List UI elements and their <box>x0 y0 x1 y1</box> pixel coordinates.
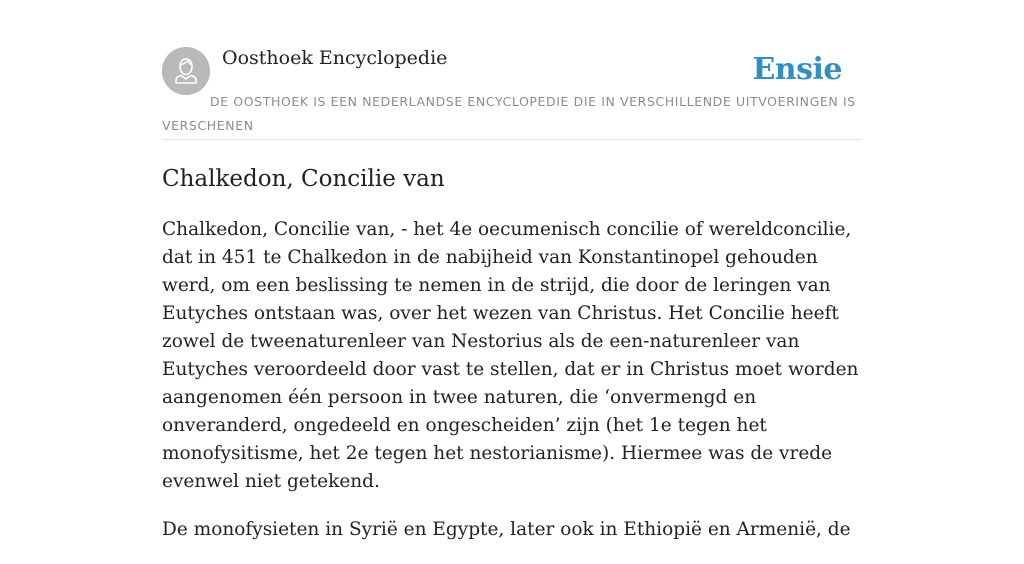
article-title: Chalkedon, Concilie van <box>162 166 445 192</box>
brand-logo[interactable]: Ensie <box>752 52 842 87</box>
source-title[interactable]: Oosthoek Encyclopedie <box>222 47 448 69</box>
source-avatar[interactable] <box>162 47 210 95</box>
source-description: DE OOSTHOEK IS EEN NEDERLANDSE ENCYCLOPEDIE DIE IN VERSCHILLENDE UITVOERINGEN IS VERSCHENEN <box>162 94 856 133</box>
article-body <box>162 216 862 564</box>
source-header <box>162 0 862 140</box>
user-silhouette-icon <box>162 47 210 95</box>
article-paragraph: Chalkedon, Concilie van, - het 4e oecumenisch concilie of wereldconcilie, dat in 451 te Chalkedon in de nabijheid van Konstantinopel gehouden werd, om een beslissing te nemen in de strijd, die door de leringen van Eutyches ontstaan was, over het wezen van Christus. Het Concilie heeft zowel de tweenaturenleer van Nestorius als de een-naturenleer van Eutyches veroordeeld door vast te stellen, dat er in Christus moet worden aangenomen één persoon in twee naturen, die ‘onvermengd en onveranderd, ongedeeld en ongescheiden’ zijn (het 1e tegen het monofysitisme, het 2e tegen het nestorianisme). Hiermee was de vrede evenwel niet getekend. <box>162 219 859 492</box>
content-container <box>162 0 862 540</box>
article-paragraph: De monofysieten in Syrië en Egypte, later ook in Ethiopië en Armenië, de <box>162 519 851 540</box>
